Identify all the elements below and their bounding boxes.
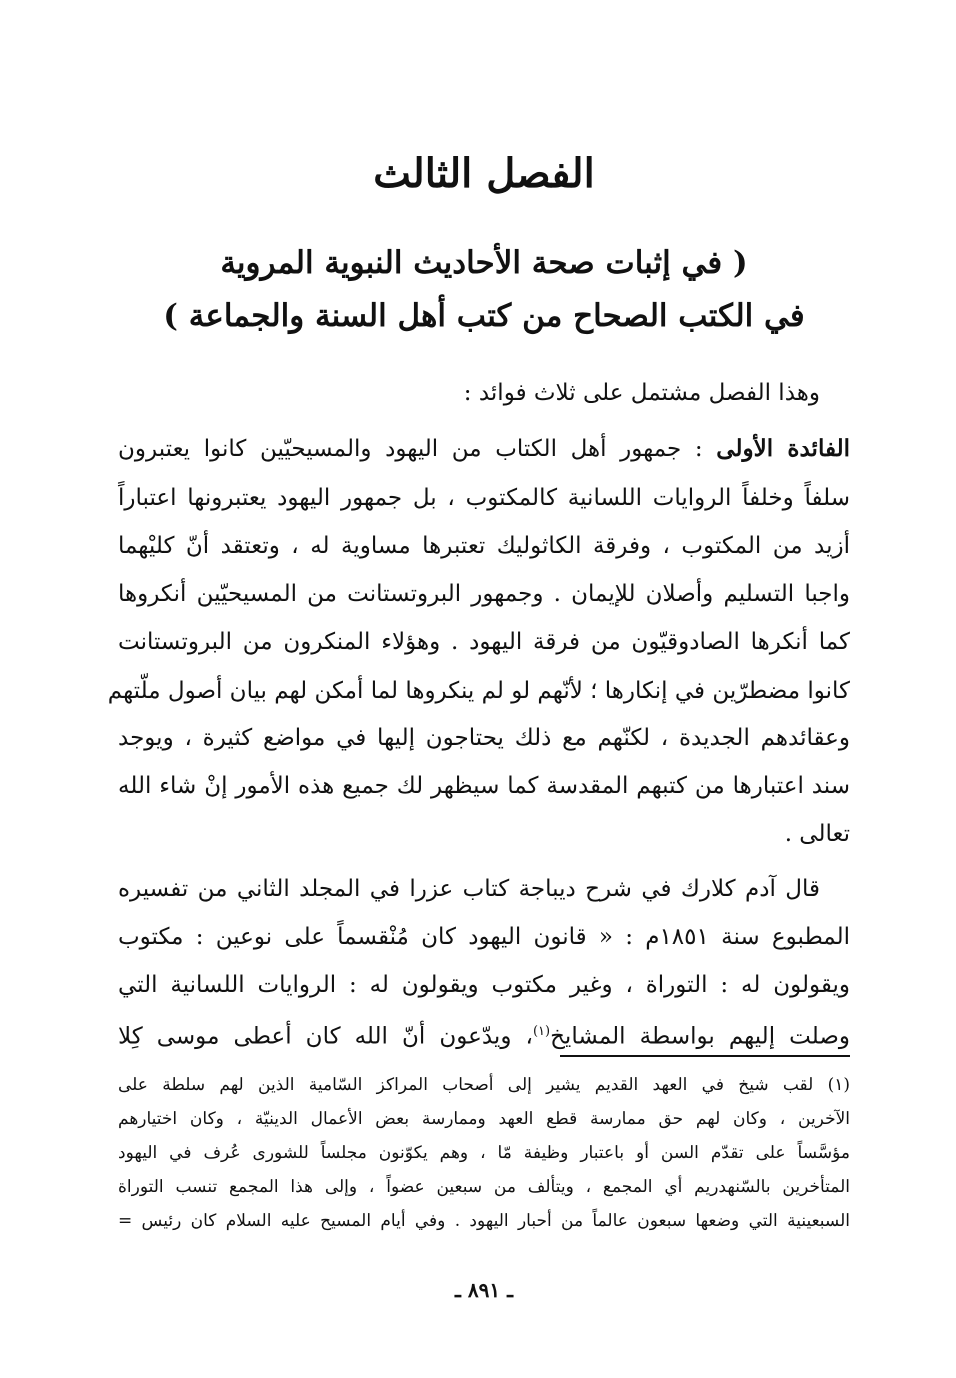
paragraph1-line-2: سلفاً وخلفاً الروايات اللسانية كالمكتوب ، بل جمهور اليهود يعتبرونها اعتباراً (118, 485, 850, 511)
footnote-reference: (١) (532, 1024, 551, 1039)
page-number: ـ ٨٩١ ـ (455, 1278, 513, 1302)
paragraph2-line-4-before: وصلت إليهم بواسطة المشايخ (550, 1023, 850, 1050)
document-page (107, 0, 850, 1378)
subtitle-line-2: في الكتب الصحاح من كتب أهل السنة والجماعة ) (163, 298, 805, 334)
chapter-title: الفصل الثالث (373, 150, 595, 197)
footnote-separator (560, 1055, 850, 1057)
intro-line: وهذا الفصل مشتمل على ثلاث فوائد : (463, 380, 820, 406)
paragraph1-line-9: تعالى . (784, 821, 850, 847)
paragraph2-line-4 (118, 1017, 850, 1052)
paragraph2-line-3: ويقولون له : التوراة ، وغير مكتوب ويقولون له : الروايات اللسانية التي (118, 972, 850, 998)
subtitle-line-1: ( في إثبات صحة الأحاديث النبوية المروية (220, 245, 748, 281)
paragraph2-line-1: قال آدم كلارك في شرح ديباجة كتاب عزرا في المجلد الثاني من تفسيره (118, 876, 820, 902)
footnote-line-5: السبعينية التي وضعها سبعون عالماً من أحبار اليهود . وفي أيام المسيح عليه السلام كان رئيس = (118, 1211, 850, 1231)
footnote-line-2: الآخرين ، وكان لهم حق ممارسة قطع العهد وممارسة بعض الأعمال الدينيّة ، وكان اختيارهم (118, 1109, 850, 1129)
paragraph1-line-8: سند اعتبارها من كتبهم المقدسة كما سيظهر لك جميع هذه الأمور إنْ شاء الله (118, 773, 850, 799)
paragraph2-line-4-after: ، ويدّعون أنّ الله كان أعطى موسى كِلا (118, 1023, 533, 1050)
footnote-line-4: المتأخرين بالسّنهدريم أي المجمع ، ويتألف من سبعين عضواً ، وإلى هذا المجمع تنسب التوراة (118, 1177, 850, 1197)
paragraph1-line-1 (118, 434, 850, 464)
footnote-line-1: (١) لقب شيخ في العهد القديم يشير إلى أصحاب المراكز السّامية الذين لهم سلطة على (118, 1075, 850, 1095)
paragraph1-line-5: كما أنكرها الصادوقيّون من فرقة اليهود . وهؤلاء المنكرون من البروتستانت (118, 629, 850, 655)
benefit-label: الفائدة الأولى (716, 435, 850, 462)
paragraph2-line-2: المطبوع سنة ١٨٥١م : « قانون اليهود كان مُنْقسماً على نوعين : مكتوب (118, 924, 850, 950)
paragraph1-line-6: كانوا مضطرّين في إنكارها ؛ لأنّهم لو لم ينكروها لما أمكن لهم بيان أصول ملّتهم (107, 678, 850, 704)
footnote-line-3: مؤسَّساً على تقدّم السن أو باعتبار وظيفة مّا ، وهم يكوّنون مجلساً للشورى عُرف في اليهود (118, 1143, 850, 1163)
paragraph1-line-3: أزيد من المكتوب ، وفرقة الكاثوليك تعتبرها مساوية له ، وتعتقد أنّ كليْهما (118, 533, 850, 559)
paragraph1-line-1-text: : جمهور أهل الكتاب من اليهود والمسيحيّين كانوا يعتبرون (118, 436, 717, 462)
paragraph1-line-4: واجبا التسليم وأصلان للإيمان . وجمهور البروتستانت من المسيحيّين أنكروها (118, 581, 850, 607)
paragraph1-line-7: وعقائدهم الجديدة ، لكنّهم مع ذلك يحتاجون إليها في مواضع كثيرة ، ويوجد (118, 725, 850, 751)
